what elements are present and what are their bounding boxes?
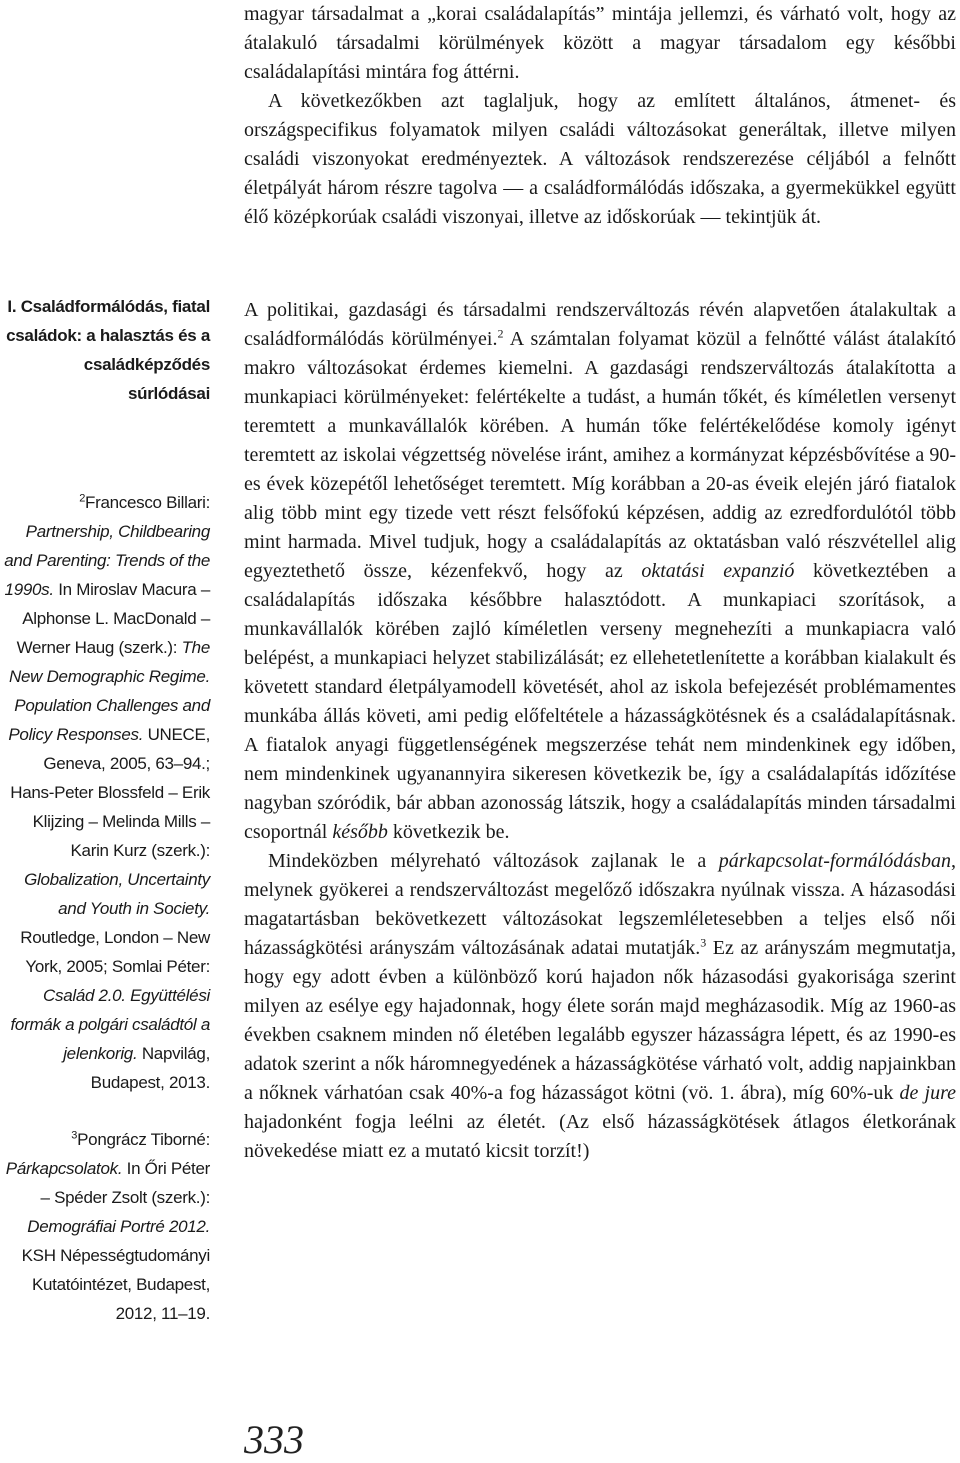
body-paragraph	[244, 847, 956, 1166]
footnote-number: 2	[79, 492, 86, 505]
page-number: 333	[244, 1417, 304, 1462]
footnote-title: The New Demographic Regime. Population Challenges and Policy Responses.	[8, 638, 210, 744]
footnote-ref[interactable]: 2	[497, 326, 504, 341]
body-text-run: következik be.	[387, 821, 510, 843]
footnote-title: Párkapcsolatok.	[5, 1159, 123, 1178]
body-text-run: következtében a családalapítás időszaka későbbre halasztódott. A munkapiaci szorítások, a munkavállalók körében zajló kíméletlen verseny megnehezíti a munkapiacra való belépést, a munkapiaci helyzet stabilizálását; ez ellehetetlenítette a korábban kialakult és követett standard életpályamodell követését, ahol az iskola befejezését problémamentes munkába állás követi, ami pedig előfeltétele a házasságkötésnek és a családalapításnak. A fiatalok anyagi függetlenségének megszerzése tehát nem mindenkinek egy időben, nem mindenkinek ugyanannyira sikeresen következik be, így a családalapítás időzítése nagyban szóródik, bár abban azonosság látszik, hogy a családalapítás minden társadalmi csoportnál	[244, 560, 957, 843]
sidebar	[0, 292, 210, 1328]
footnote-author: Francesco Billari:	[85, 493, 210, 512]
footnote-title: Partnership, Childbearing and Parenting: Trends of the 1990s.	[4, 522, 210, 599]
body-text-run: A számtalan folyamat közül a felnőtté válást átalakító makro változásokat érdemes kiemelni. A gazdasági rendszerváltozás átalakította a munkapiaci körülményeket: felértékelte a tudást, a humán tőkét, és kíméletlen versenyt teremtett a munkavállalók körében. A humán tőke felértékelődése komoly igényt teremtett az iskolai végzettség növelése iránt, amihez a kormányzat képzésbővítése a 90-es évek közepétől lehetőséget teremtett. Míg korábban a 20-as éveik elején járó fiatalok alig több mint egy tizede vett részt felsőfokú képzésen, addig az ezredfordulótól több mint harmada. Mivel tudjuk, hogy a családalapítás az oktatásban való részvétellel alig egyeztethető össze, kézenfekvő, hogy az	[244, 328, 956, 582]
body-text-run: , melynek gyökerei a rendszerváltozást megelőző időszakra nyúlnak vissza. A házasodási magatartásban bekövetkezett változásokat legszemléletesebben a teljes első női házasságkötési arányszám változásának adatai mutatják.	[244, 850, 956, 959]
intro-text	[244, 0, 956, 232]
footnote-title: Demográfiai Portré 2012.	[27, 1217, 210, 1236]
body-text-run: Mindeközben mélyreható változások zajlanak le a	[268, 850, 719, 872]
emphasis: oktatási expanzió	[641, 560, 795, 582]
footnote-2	[0, 488, 210, 1097]
footnote-3	[0, 1125, 210, 1328]
emphasis: de jure	[899, 1082, 956, 1104]
body-text-run: hajadonként fogja leélni az életét. (Az első házasságkötések átlagos életkorának növekedése miatt ez a mutató kicsit torzít!)	[244, 1111, 956, 1162]
body-paragraph	[244, 296, 956, 847]
body-text-run: Ez az arányszám megmutatja, hogy egy adott évben a különböző korú hajadon nők házasodási gyakorisága szerint milyen az esélye egy hajadonnak, hogy élete során majd megházasodik. Míg az 1960-as években csaknem minden nő életében legalább egyszer házasságra lépett, és az 1990-es adatok szerint a nők háromnegyedének a házasságkötése várható volt, addig napjainkban a nőknek várhatóan csak 40%-a fog házasságot kötni (vö. 1. ábra), míg 60%-uk	[244, 937, 956, 1104]
intro-paragraph: magyar társadalmat a „korai családalapítás” mintája jellemzi, és várható volt, hogy az átalakuló társadalmi körülmények között a magyar társadalom egy későbbi családalapítási mintára fog áttérni.	[244, 3, 956, 83]
emphasis: párkapcsolat-formálódásban	[718, 850, 951, 872]
footnote-text: In Miroslav Macura – Alphonse L. MacDonald – Werner Haug (szerk.):	[16, 580, 210, 657]
intro-paragraph: A következőkben azt taglaljuk, hogy az említett általános, átmenet- és országspecifikus folyamatok milyen családi változásokat generáltak, illetve milyen családi viszonyokat eredményeztek. A változások rendszerezése céljából a felnőtt életpályát három részre tagolva — a családformálódás időszaka, a gyermekükkel együtt élő középkorúak családi viszonyai, illetve az időskorúak — tekintjük át.	[244, 90, 956, 228]
body-text	[244, 296, 956, 1166]
footnote-author: Pongrácz Tiborné:	[77, 1130, 210, 1149]
body-text-run: A politikai, gazdasági és társadalmi rendszerváltozás révén alapvetően átalakultak a családformálódás körülményei.	[244, 299, 956, 350]
footnote-text: Routledge, London – New York, 2005; Somlai Péter:	[20, 928, 210, 976]
footnote-ref[interactable]: 3	[700, 935, 707, 950]
emphasis: később	[332, 821, 388, 843]
footnote-title: Globalization, Uncertainty and Youth in Society.	[24, 870, 210, 918]
footnote-title: Család 2.0. Együttélési formák a polgári családtól a jelenkorig.	[10, 986, 210, 1063]
footnote-text: In Őri Péter – Spéder Zsolt (szerk.):	[40, 1159, 210, 1207]
footnote-number: 3	[71, 1129, 78, 1142]
footnote-text: Napvilág, Budapest, 2013.	[90, 1044, 210, 1092]
section-title: I. Családformálódás, fiatal családok: a halasztás és a családképződés súrlódásai	[6, 297, 210, 403]
footnote-text: KSH Népességtudományi Kutatóintézet, Budapest, 2012, 11–19.	[21, 1246, 210, 1323]
footnote-text: UNECE, Geneva, 2005, 63–94.; Hans-Peter Blossfeld – Erik Klijzing – Melinda Mills – Karin Kurz (szerk.):	[10, 725, 210, 860]
